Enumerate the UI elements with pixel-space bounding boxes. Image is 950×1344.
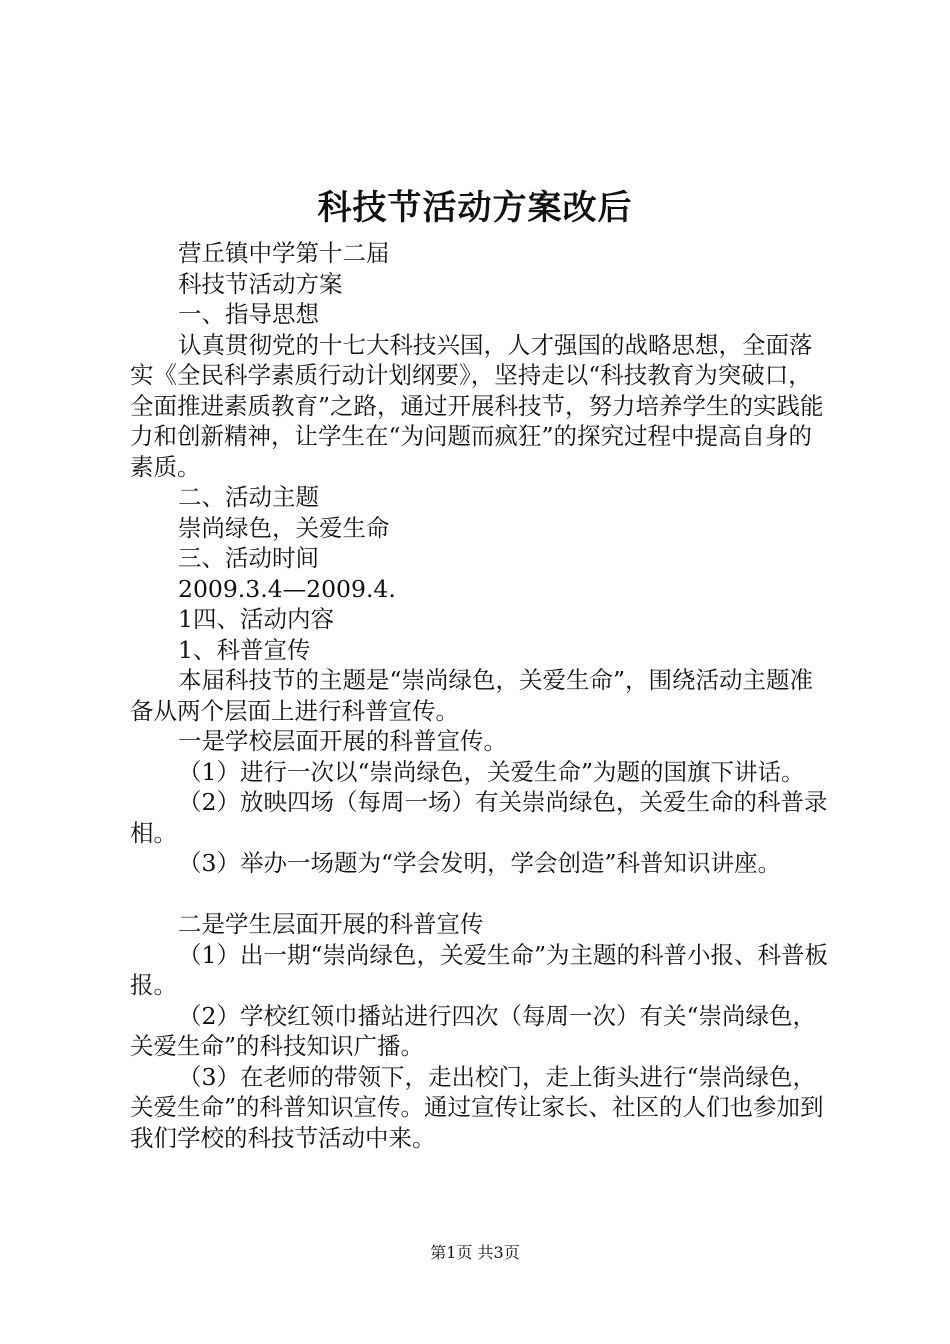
paragraph-promotion-intro: 本届科技节的主题是“崇尚绿色，关爱生命”，围绕活动主题准备从两个层面上进行科普宣传。 [130, 666, 814, 725]
list-item-student-3: （3）在老师的带领下，走出校门，走上街头进行“崇尚绿色，关爱生命”的科普知识宣传。通过宣传让家长、社区的人们也参加到我们学校的科技节活动中来。 [130, 1062, 824, 1152]
page-footer: 第1页 共3页 [430, 1243, 520, 1262]
list-item-school-1: （1）进行一次以“崇尚绿色，关爱生命”为题的国旗下讲话。 [178, 757, 805, 786]
list-item-student-2: （2）学校红领巾播站进行四次（每周一次）有关“崇尚绿色，关爱生命”的科技知识广播。 [130, 1001, 816, 1060]
document-body [130, 238, 830, 1153]
list-item-school-2: （2）放映四场（每周一场）有关崇尚绿色，关爱生命的科普录相。 [130, 788, 828, 847]
paragraph-student-level: 二是学生层面开展的科普宣传 [178, 910, 484, 938]
document-title: 科技节活动方案改后 [317, 188, 633, 228]
blank-line [130, 879, 830, 910]
paragraph-activity-time: 2009.3.4—2009.4. [178, 574, 396, 603]
list-item-school-3: （3）举办一场题为“学会发明，学会创造”科普知识讲座。 [178, 849, 781, 877]
paragraph-activity-theme: 崇尚绿色，关爱生命 [178, 513, 390, 542]
heading-guiding-thought: 一、指导思想 [178, 300, 319, 328]
paragraph-school-edition: 营丘镇中学第十二届 [178, 239, 390, 267]
paragraph-guiding-thought: 认真贯彻党的十七大科技兴国，人才强国的战略思想，全面落实《全民科学素质行动计划纲要》，坚持走以“科技教育为突破口，全面推进素质教育”之路，通过开展科技节，努力培养学生的实践能力和创新精神，让学生在“为问题而疯狂”的探究过程中提高自身的素质。 [130, 330, 824, 481]
heading-activity-theme: 二、活动主题 [178, 483, 319, 511]
list-item-student-1: （1）出一期“崇尚绿色，关爱生命”为主题的科普小报、科普板报。 [130, 940, 828, 999]
subheading-science-promotion: 1、科普宣传 [178, 635, 311, 664]
heading-activity-time: 三、活动时间 [178, 544, 319, 572]
paragraph-plan-name: 科技节活动方案 [178, 269, 343, 298]
paragraph-school-level: 一是学校层面开展的科普宣传。 [178, 727, 507, 755]
heading-activity-content: 1四、活动内容 [178, 605, 334, 633]
